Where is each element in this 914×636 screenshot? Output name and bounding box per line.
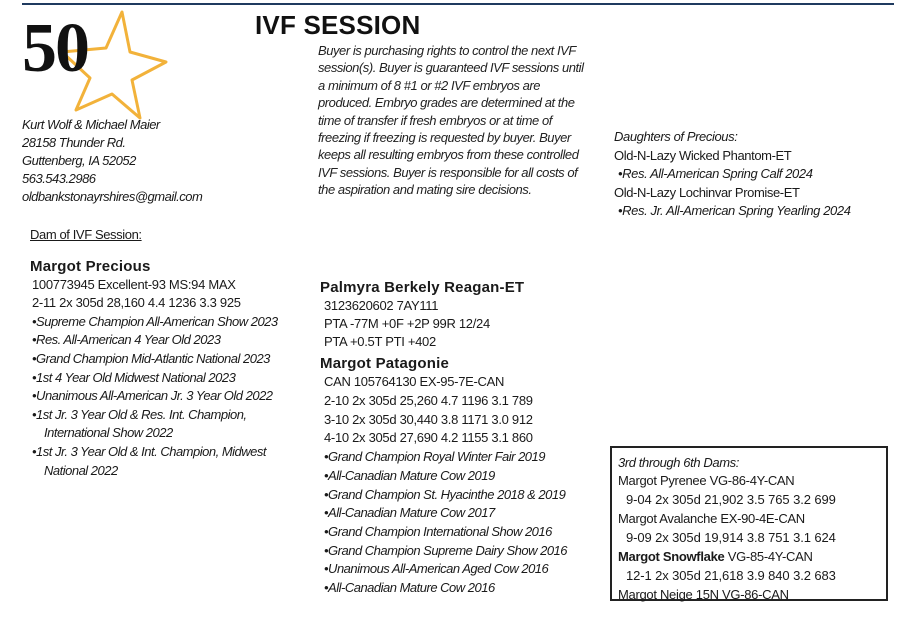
granddam-achievement: •Grand Champion Royal Winter Fair 2019 xyxy=(324,449,545,465)
sire-pta: PTA -77M +0F +2P 99R 12/24 xyxy=(324,316,490,332)
dam-achievement-continued: International Show 2022 xyxy=(44,425,173,441)
ancestor-dam xyxy=(618,547,886,566)
sire-section xyxy=(320,279,524,352)
owner-phone: 563.543.2986 xyxy=(22,171,96,186)
ancestor-dam xyxy=(618,585,886,604)
daughter-achievement: •Res. Jr. All-American Spring Yearling 2024 xyxy=(618,203,851,218)
sire-pta: PTA +0.5T PTI +402 xyxy=(324,334,436,350)
daughters-heading: Daughters of Precious: xyxy=(614,129,738,144)
dam-record: 2-11 2x 305d 28,160 4.4 1236 3.3 925 xyxy=(32,295,241,311)
ancestor-dam-rating: VG-85-4Y-CAN xyxy=(724,549,813,564)
daughter-name: Old-N-Lazy Wicked Phantom-ET xyxy=(614,147,792,163)
daughter-name: Old-N-Lazy Lochinvar Promise-ET xyxy=(614,184,800,200)
ancestor-dam-name: Margot Neige xyxy=(618,587,693,602)
dam-section xyxy=(30,258,278,480)
session-description: Buyer is purchasing rights to control the next IVF session(s). Buyer is guaranteed IVF sessions until a minimum of 8 #1 or #2 IVF embryos are produced. Embryo grades are determined at the time of transfer if fresh embryos or at time of freezing if freezing is requested by buyer. Buyer keeps all resulting embryos from these controlled IVF sessions. Buyer is responsible for all costs of the aspiration and mating sire decisions. xyxy=(318,43,584,198)
granddam-record: 4-10 2x 305d 27,690 4.2 1155 3.1 860 xyxy=(324,430,533,446)
ancestor-dam-name: Margot Snowflake xyxy=(618,549,725,564)
lot-number: 50 xyxy=(22,10,88,87)
dam-achievement: •Unanimous All-American Jr. 3 Year Old 2022 xyxy=(32,388,273,404)
granddam-name: Margot Patagonie xyxy=(320,355,450,372)
granddam-record: 2-10 2x 305d 25,260 4.7 1196 3.1 789 xyxy=(324,392,533,408)
dam-achievement: •Supreme Champion All-American Show 2023 xyxy=(32,313,278,329)
owner-contact xyxy=(22,116,202,206)
granddam-achievement: •All-Canadian Mature Cow 2019 xyxy=(324,467,495,483)
ancestor-dam-record: 12-1 2x 305d 21,618 3.9 840 3.2 683 xyxy=(626,568,836,583)
dam-heading: Dam of IVF Session: xyxy=(30,227,142,242)
dam-achievement: •1st Jr. 3 Year Old & Res. Int. Champion, xyxy=(32,406,247,422)
granddam-achievement: •All-Canadian Mature Cow 2017 xyxy=(324,505,495,521)
owner-city: Guttenberg, IA 52052 xyxy=(22,153,136,168)
ancestor-dam-rating: VG-86-4Y-CAN xyxy=(706,473,795,488)
granddam-registration: CAN 105764130 EX-95-7E-CAN xyxy=(324,374,505,389)
page-title: IVF SESSION xyxy=(255,10,421,40)
owner-name: Kurt Wolf & Michael Maier xyxy=(22,117,160,132)
sire-registration: 3123620602 7AY111 xyxy=(324,298,439,313)
granddam-record: 3-10 2x 305d 30,440 3.8 1171 3.0 912 xyxy=(324,411,533,427)
dam-achievement-continued: National 2022 xyxy=(44,462,118,478)
dam-achievement: •Res. All-American 4 Year Old 2023 xyxy=(32,332,221,348)
dam-registration: 100773945 Excellent-93 MS:94 MAX xyxy=(32,277,236,292)
dam-achievement: •1st Jr. 3 Year Old & Int. Champion, Midwest xyxy=(32,443,266,459)
daughter-achievement: •Res. All-American Spring Calf 2024 xyxy=(618,166,813,181)
dams-box xyxy=(610,446,888,601)
ancestor-dam-rating: 15N VG-86-CAN xyxy=(692,587,789,602)
ancestor-dam-name: Margot Pyrenee xyxy=(618,473,707,488)
dam-name: Margot Precious xyxy=(30,258,151,275)
granddam-achievement: •Grand Champion St. Hyacinthe 2018 & 2019 xyxy=(324,486,566,502)
dam-achievement: •1st 4 Year Old Midwest National 2023 xyxy=(32,369,236,385)
granddam-achievement: •Unanimous All-American Aged Cow 2016 xyxy=(324,561,549,577)
ancestor-dam-rating: EX-90-4E-CAN xyxy=(717,511,805,526)
owner-address: 28158 Thunder Rd. xyxy=(22,135,126,150)
ancestor-dam-name: Margot Avalanche xyxy=(618,511,718,526)
granddam-achievement: •Grand Champion International Show 2016 xyxy=(324,524,552,539)
dams-heading: 3rd through 6th Dams: xyxy=(618,455,739,470)
ancestor-dam xyxy=(618,471,886,490)
owner-email: oldbankstonayrshires@gmail.com xyxy=(22,189,203,204)
daughters-section xyxy=(614,128,851,221)
sire-name: Palmyra Berkely Reagan-ET xyxy=(320,279,525,296)
ancestor-dam xyxy=(618,509,886,528)
dam-achievement: •Grand Champion Mid-Atlantic National 2023 xyxy=(32,351,270,366)
ancestor-dam-record: 9-09 2x 305d 19,914 3.8 751 3.1 624 xyxy=(626,530,836,545)
granddam-section xyxy=(320,355,567,598)
ancestor-dam-record: 9-04 2x 305d 21,902 3.5 765 3.2 699 xyxy=(626,492,836,507)
granddam-achievement: •All-Canadian Mature Cow 2016 xyxy=(324,580,495,596)
top-rule xyxy=(22,3,894,5)
granddam-achievement: •Grand Champion Supreme Dairy Show 2016 xyxy=(324,542,568,558)
